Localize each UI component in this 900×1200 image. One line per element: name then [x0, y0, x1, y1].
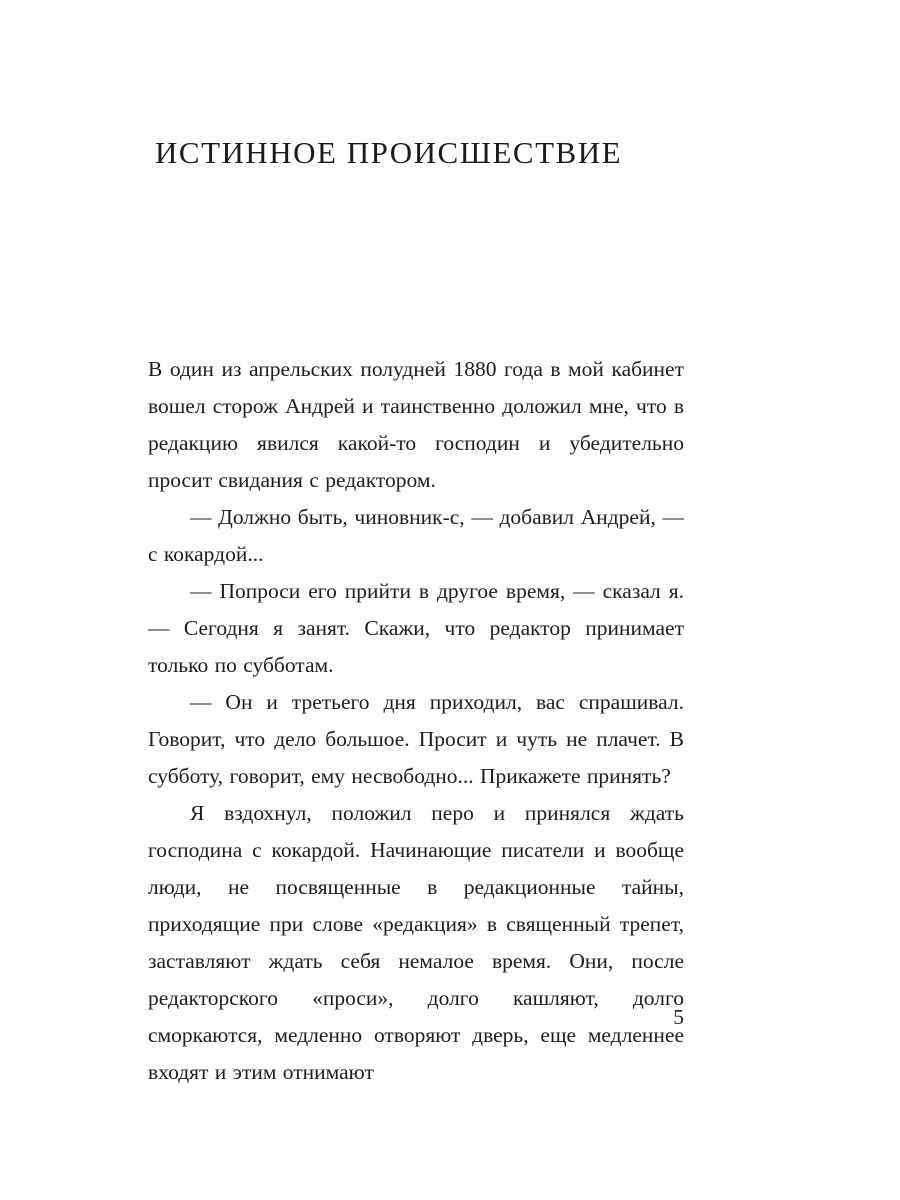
paragraph: — Попроси его прийти в другое время, — сказал я. — Сегодня я занят. Скажи, что редактор принимает только по субботам. [148, 579, 684, 677]
chapter-title: ИСТИННОЕ ПРОИСШЕСТВИЕ [155, 135, 623, 170]
page-number: 5 [673, 1005, 684, 1029]
paragraph: В один из апрельских полудней 1880 года в мой кабинет вошел сторож Андрей и таинственно доложил мне, что в редакцию явился какой-то господин и убедительно просит свидания с редактором. [148, 357, 684, 492]
paragraph: Я вздохнул, положил перо и принялся ждать господина с кокардой. Начинающие писатели и вообще люди, не посвященные в редакционные тайны, приходящие при слове «редакция» в священный трепет, заставляют ждать себя немалое время. Они, после редакторского «проси», долго кашляют, долго сморкаются, медленно отворяют дверь, еще медленнее входят и этим отнимают [148, 801, 684, 1084]
paragraph: — Он и третьего дня приходил, вас спрашивал. Говорит, что дело большое. Просит и чуть не плачет. В субботу, говорит, ему несвободно... Прикажете принять? [148, 690, 684, 788]
body-text-block [148, 351, 684, 1091]
paragraph: — Должно быть, чиновник-с, — добавил Андрей, — с кокардой... [148, 505, 684, 566]
